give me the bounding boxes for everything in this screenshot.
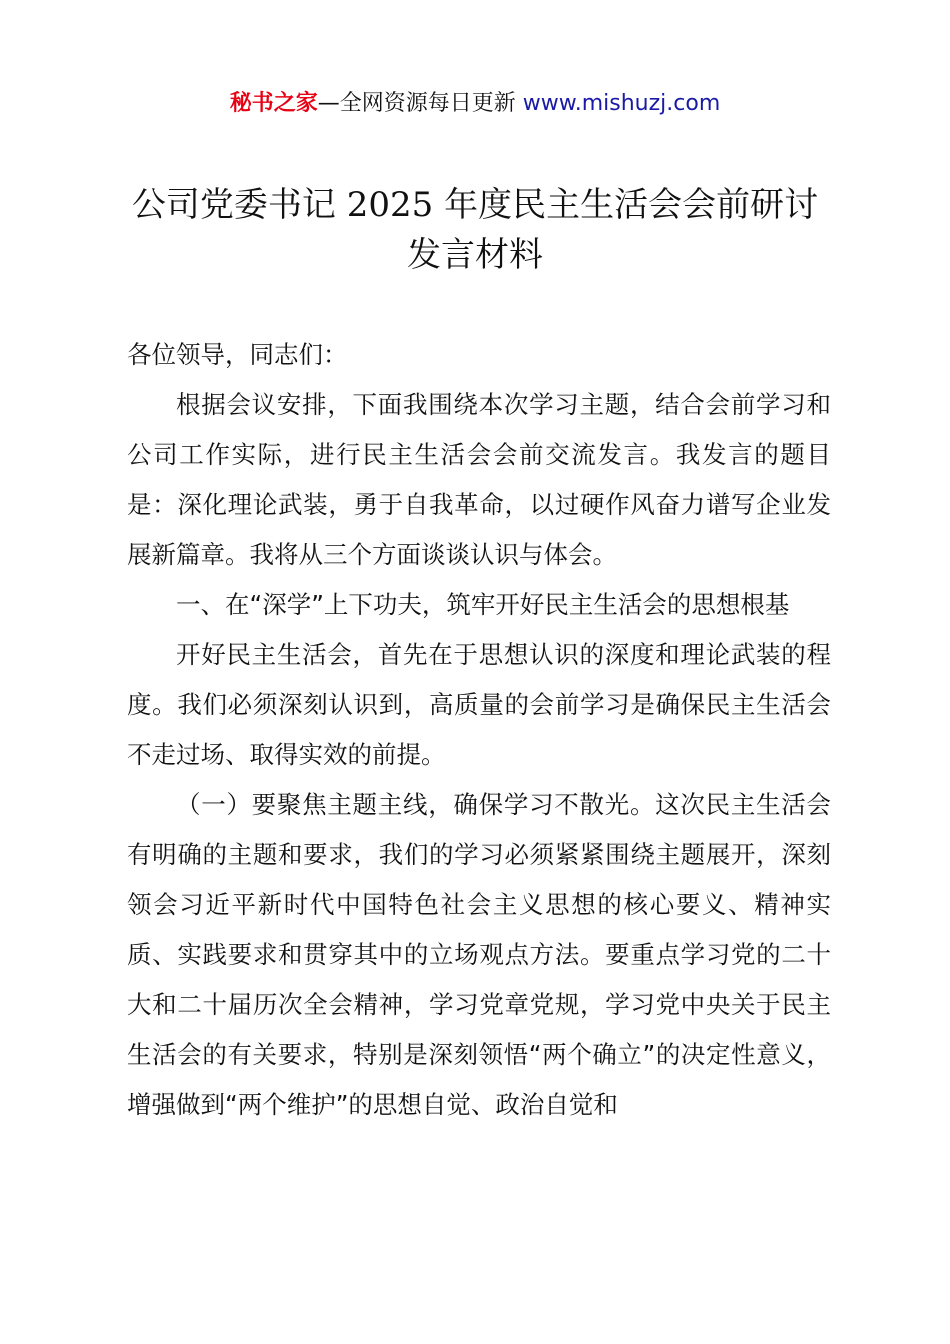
title-line-1: 公司党委书记 2025 年度民主生活会会前研讨	[131, 185, 819, 225]
paragraph-section-1: 开好民主生活会，首先在于思想认识的深度和理论武装的程度。我们必须深刻认识到，高质量的会前学习是确保民主生活会不走过场、取得实效的前提。	[127, 640, 831, 769]
section-heading-1: 一、在“深学”上下功夫，筑牢开好民主生活会的思想根基	[176, 590, 790, 619]
document-title	[120, 180, 830, 280]
document-body	[127, 330, 831, 1130]
paragraph-subsection-1: （一）要聚焦主题主线，确保学习不散光。这次民主生活会有明确的主题和要求，我们的学习必须紧紧围绕主题展开，深刻领会习近平新时代中国特色社会主义思想的核心要义、精神实质、实践要求和贯穿其中的立场观点方法。要重点学习党的二十大和二十届历次全会精神，学习党章党规，学习党中央关于民主生活会的有关要求，特别是深刻领悟“两个确立”的决定性意义，增强做到“两个维护”的思想自觉、政治自觉和	[127, 790, 831, 1119]
site-header	[0, 86, 950, 122]
paragraph-intro: 根据会议安排，下面我围绕本次学习主题，结合会前学习和公司工作实际，进行民主生活会会前交流发言。我发言的题目是：深化理论武装，勇于自我革命，以过硬作风奋力谱写企业发展新篇章。我将从三个方面谈谈认识与体会。	[127, 390, 831, 569]
site-tagline: —全网资源每日更新	[317, 91, 516, 116]
salutation: 各位领导，同志们：	[127, 340, 348, 369]
title-line-2: 发言材料	[407, 235, 543, 275]
site-url-link[interactable]: www.mishuzj.com	[522, 91, 721, 116]
site-brand: 秘书之家	[229, 91, 318, 116]
